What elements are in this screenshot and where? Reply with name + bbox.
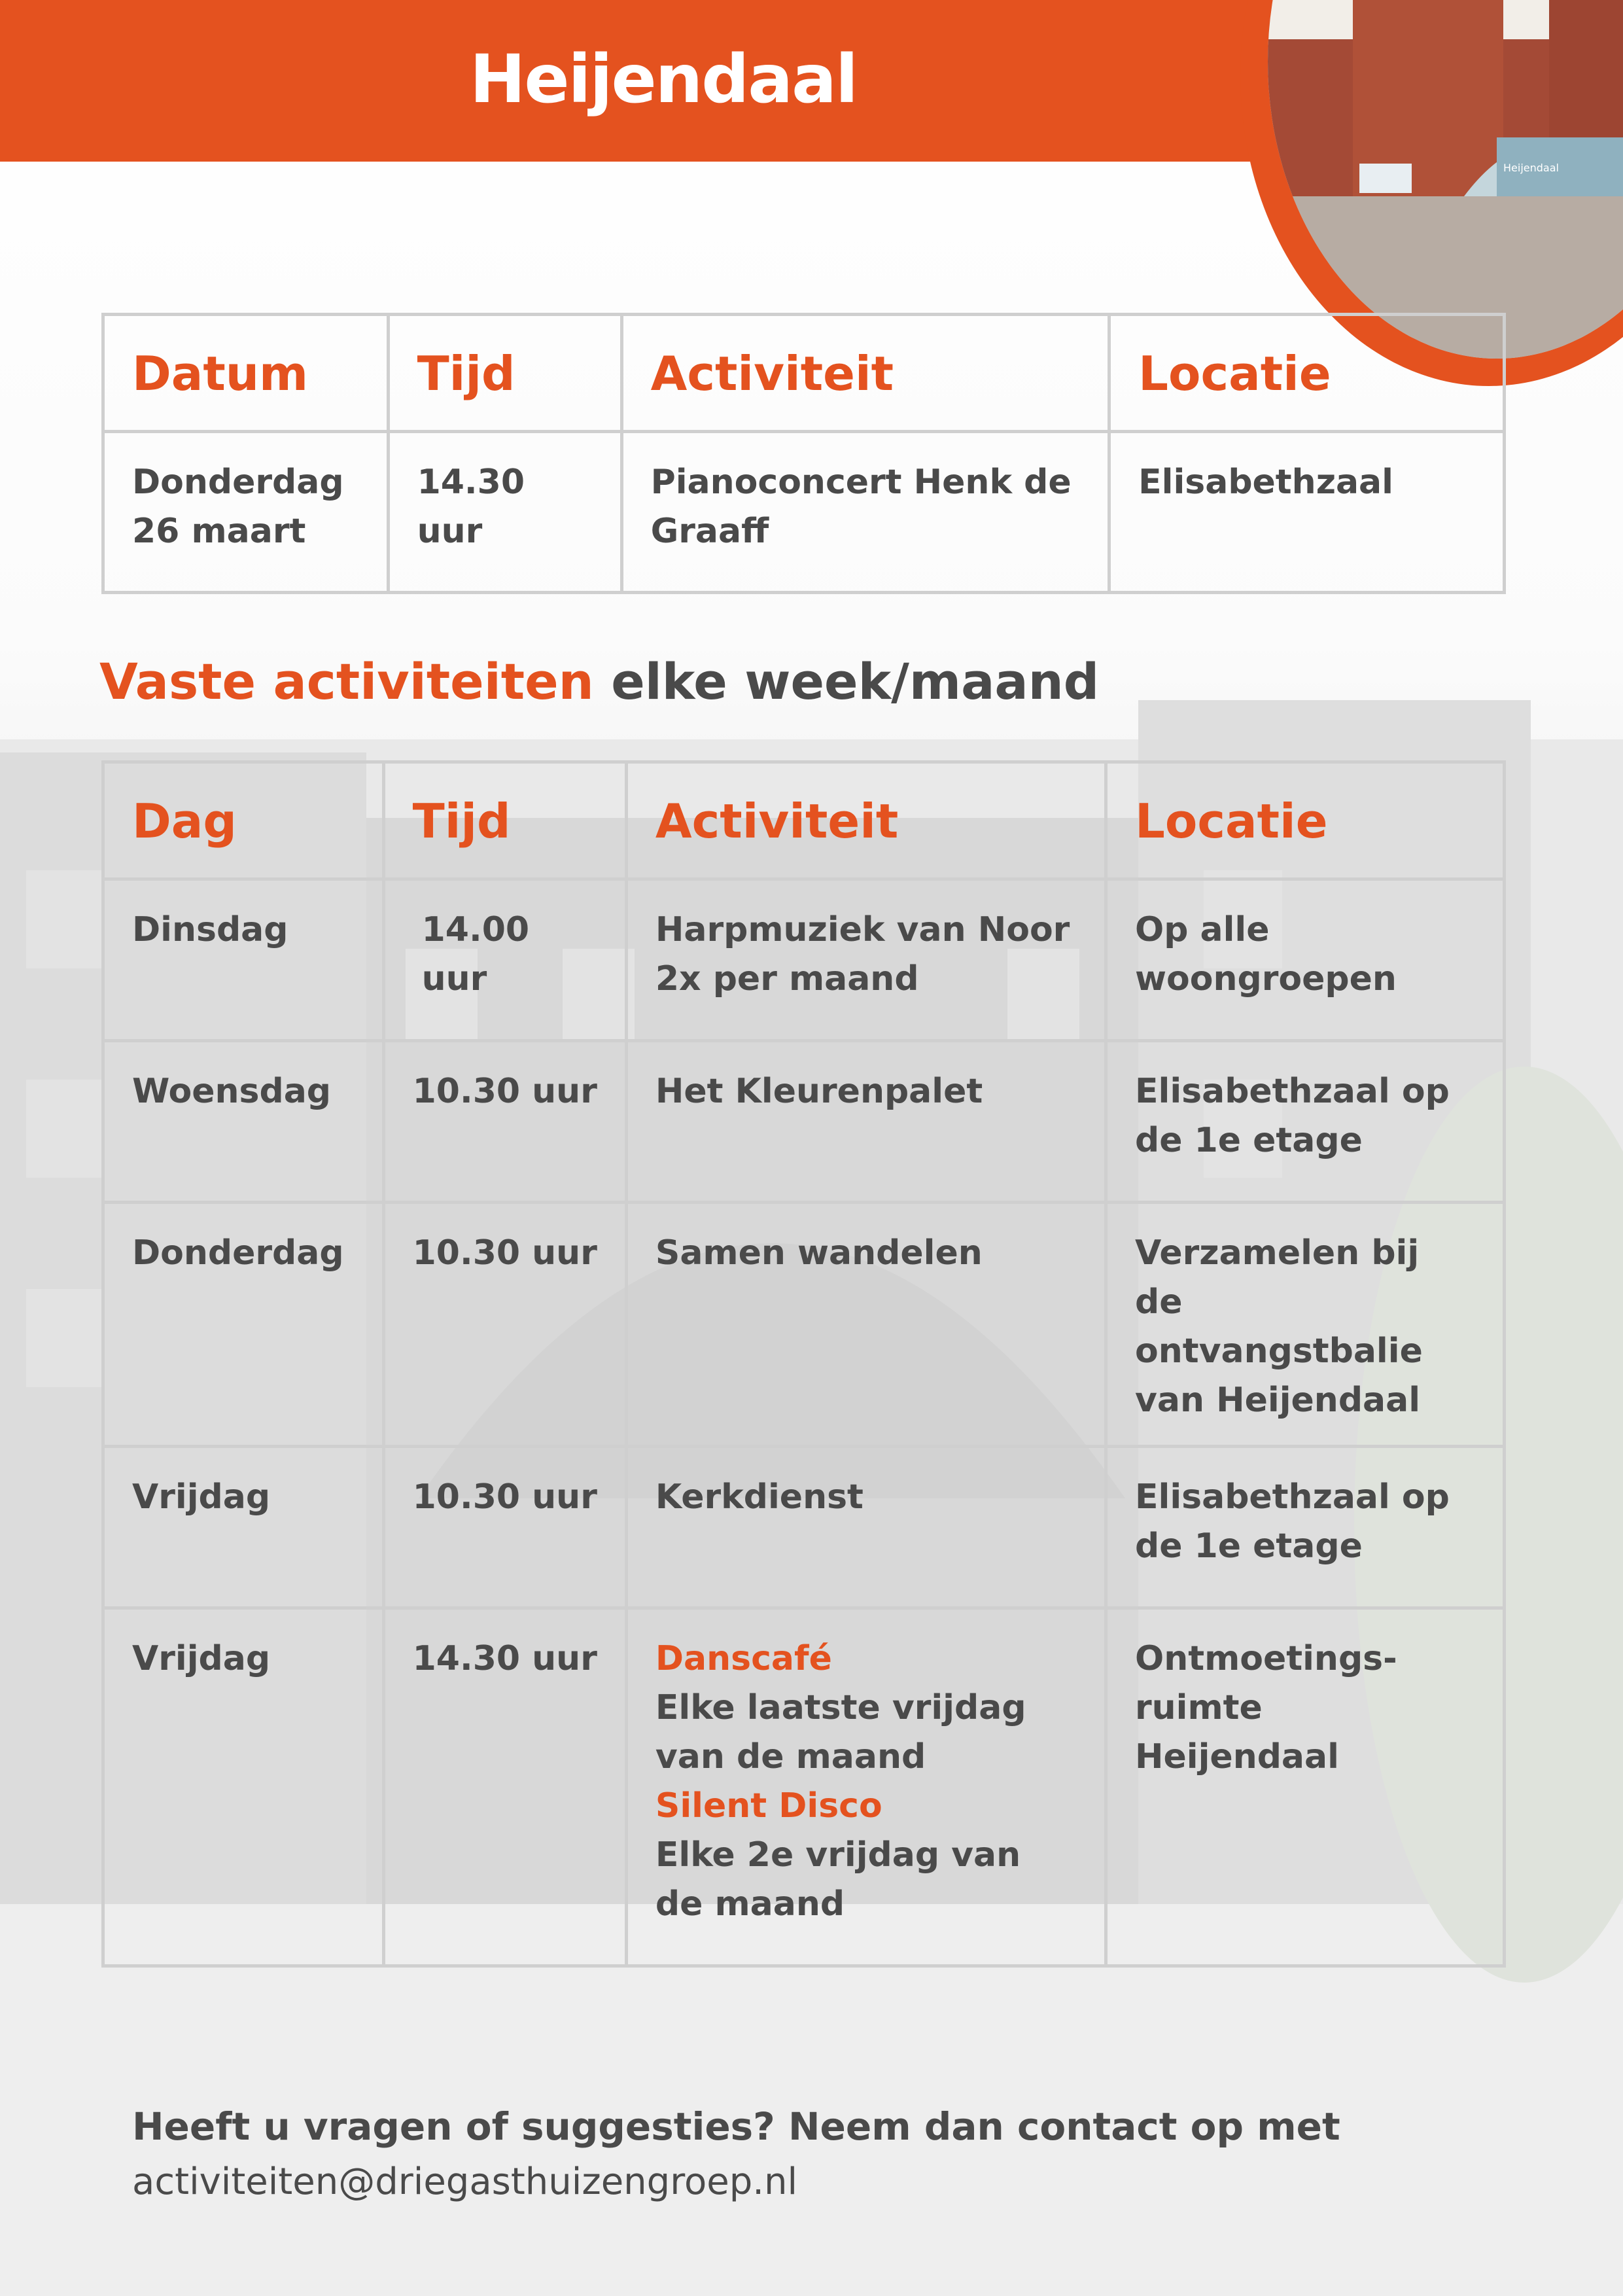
- cell-activity: Harpmuziek van Noor 2x per maand: [626, 879, 1106, 1041]
- cell-time: 14.30 uur: [388, 432, 621, 593]
- cell-date-text: Donderdag 26 maart: [132, 463, 344, 551]
- brand-logo: Heijendaal: [470, 41, 857, 118]
- section-title-accent: Vaste activiteiten: [99, 652, 594, 711]
- cell-location: [1106, 1608, 1504, 1966]
- activity-title-silent-disco: Silent Disco: [655, 1786, 882, 1826]
- header-locatie: Locatie: [1106, 762, 1504, 879]
- header-activiteit: Activiteit: [626, 762, 1106, 879]
- contact-email[interactable]: activiteiten@driegasthuizengroep.nl: [132, 2161, 798, 2203]
- cell-time: 14.30 uur: [383, 1608, 626, 1966]
- activity-desc-silent-disco: Elke 2e vrijdag van de maand: [655, 1835, 1021, 1924]
- cell-location: [1106, 879, 1504, 1041]
- cell-location-text: Ontmoetings-ruimte Heijendaal: [1134, 1639, 1397, 1776]
- cell-time: 14.00 uur: [383, 879, 626, 1041]
- cell-day: Vrijdag: [103, 1608, 384, 1966]
- section-title-rest: elke week/maand: [593, 652, 1100, 711]
- weekly-activities-table: [101, 760, 1506, 1968]
- cell-location-text: Op alle woongroepen: [1134, 910, 1397, 998]
- header-datum: Datum: [103, 315, 389, 432]
- events-table: [101, 313, 1506, 594]
- cell-activity: Kerkdienst: [626, 1447, 1106, 1608]
- cell-activity: Samen wandelen: [626, 1203, 1106, 1447]
- cell-day: Woensdag: [103, 1041, 384, 1203]
- header-locatie: Locatie: [1109, 315, 1505, 432]
- cell-activity: Pianoconcert Henk de Graaff: [621, 432, 1109, 593]
- cell-activity: [626, 1608, 1106, 1966]
- photo-sign-text: Heijendaal: [1503, 162, 1559, 174]
- cell-time: 10.30 uur: [383, 1447, 626, 1608]
- cell-day: Dinsdag: [103, 879, 384, 1041]
- activity-title-danscafe: Danscafé: [655, 1639, 832, 1678]
- activity-desc-danscafe: Elke laatste vrijdag van de maand: [655, 1688, 1026, 1776]
- cell-day: Vrijdag: [103, 1447, 384, 1608]
- table-row: [103, 1447, 1505, 1608]
- building-photo-image: [1268, 0, 1623, 359]
- header-tijd: Tijd: [383, 762, 626, 879]
- cell-location: Elisabethzaal: [1109, 432, 1505, 593]
- cell-day: Donderdag: [103, 1203, 384, 1447]
- contact-question: Heeft u vragen of suggesties? Neem dan contact op met: [132, 2104, 1340, 2149]
- cell-location: Elisabethzaal op de 1e etage: [1106, 1041, 1504, 1203]
- table-header-row: [103, 762, 1505, 879]
- building-photo: [1268, 0, 1623, 359]
- table-row: [103, 1203, 1505, 1447]
- cell-activity: Het Kleurenpalet: [626, 1041, 1106, 1203]
- cell-location: Verzamelen bij de ontvangstbalie van Heijendaal: [1106, 1203, 1504, 1447]
- header-activiteit: Activiteit: [621, 315, 1109, 432]
- table-row: [103, 879, 1505, 1041]
- section-title: [99, 649, 1099, 715]
- cell-time: 10.30 uur: [383, 1041, 626, 1203]
- cell-location: Elisabethzaal op de 1e etage: [1106, 1447, 1504, 1608]
- header-tijd: Tijd: [388, 315, 621, 432]
- header-dag: Dag: [103, 762, 384, 879]
- table-header-row: [103, 315, 1505, 432]
- table-row: [103, 1608, 1505, 1966]
- cell-date: [103, 432, 389, 593]
- table-row: [103, 1041, 1505, 1203]
- table-row: [103, 432, 1505, 593]
- cell-time: 10.30 uur: [383, 1203, 626, 1447]
